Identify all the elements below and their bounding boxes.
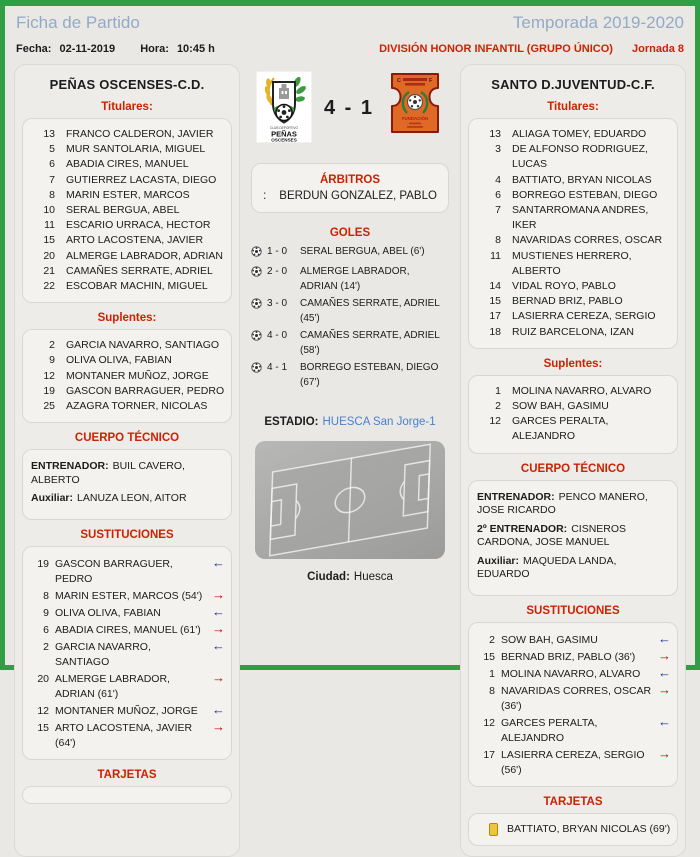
match-score: 4 - 1	[323, 97, 375, 119]
player-number: 6	[495, 188, 501, 201]
player-row	[29, 127, 225, 142]
player-number: 13	[489, 128, 501, 140]
player-row	[475, 399, 671, 414]
player-name: MOLINA NAVARRO, ALVARO	[501, 667, 641, 680]
player-row	[475, 279, 671, 294]
player-name: BATTIATO, BRYAN NICOLAS (69')	[507, 822, 671, 835]
yellow-card-icon	[489, 823, 498, 836]
substitution-arrow-icon	[656, 714, 671, 729]
meta-bar	[14, 35, 686, 55]
player-name: ESCOBAR MACHIN, MIGUEL	[66, 280, 208, 293]
home-titulares-heading: Titulares:	[101, 101, 153, 113]
substitution-row	[475, 746, 671, 778]
player-name: ALMERGE LABRADOR, ADRIAN	[66, 249, 223, 262]
substitution-arrow-icon	[210, 587, 225, 602]
player-name: ARTO LACOSTENA, JAVIER	[66, 234, 204, 247]
referee-name: BERDUN GONZALEZ, PABLO	[279, 190, 437, 202]
player-row	[475, 127, 671, 142]
player-name: OLIVA OLIVA, FABIAN	[66, 354, 172, 367]
player-name: GARCIA NAVARRO, SANTIAGO	[55, 640, 151, 668]
player-number: 14	[489, 280, 501, 293]
goal-score: 2 - 0	[267, 265, 288, 277]
player-name: SANTARROMANA ANDRES, IKER	[512, 204, 649, 232]
player-number: 12	[43, 369, 55, 382]
away-team-panel	[460, 64, 686, 857]
player-name: GASCON BARRAGUER, PEDRO	[55, 557, 173, 585]
player-name: GASCON BARRAGUER, PEDRO	[66, 384, 225, 397]
player-number: 11	[490, 249, 501, 262]
player-number: 15	[483, 650, 495, 663]
soccer-ball-icon	[251, 246, 264, 263]
away-substitutions-heading: SUSTITUCIONES	[526, 604, 620, 617]
substitution-row	[29, 719, 225, 751]
top-header	[14, 9, 686, 35]
soccer-ball-icon	[251, 362, 264, 391]
away-cards-heading: TARJETAS	[543, 795, 603, 808]
competition-info	[379, 43, 684, 55]
player-number: 2	[43, 640, 49, 653]
home-staff-list	[22, 449, 232, 520]
player-name: FRANCO CALDERON, JAVIER	[66, 128, 214, 140]
substitution-arrow-icon	[656, 682, 671, 697]
player-number: 5	[49, 143, 55, 156]
away-titulares-list	[468, 118, 678, 349]
player-name: ESCARIO URRACA, HECTOR	[66, 219, 211, 232]
goals-list	[251, 244, 449, 391]
goals-heading: GOLES	[329, 227, 371, 239]
home-substitutions-heading: SUSTITUCIONES	[80, 528, 174, 541]
player-row	[475, 203, 671, 233]
player-number: 7	[495, 204, 501, 217]
player-number: 15	[489, 295, 501, 308]
city-label: Ciudad:	[307, 570, 350, 583]
player-name: LASIERRA CEREZA, SERGIO (56')	[501, 748, 645, 776]
player-name: MONTANER MUÑOZ, JORGE	[55, 704, 198, 717]
player-name: GARCIA NAVARRO, SANTIAGO	[66, 339, 220, 352]
staff-row	[31, 460, 223, 487]
player-number: 8	[49, 188, 55, 201]
substitution-arrow-icon	[210, 702, 225, 717]
player-number: 17	[489, 310, 501, 323]
player-row	[475, 294, 671, 309]
player-name: GARCES PERALTA, ALEJANDRO	[512, 415, 609, 443]
player-number: 3	[495, 143, 501, 156]
staff-role: Auxiliar:	[31, 492, 74, 505]
fecha-label: Fecha:	[16, 43, 52, 55]
goal-score: 1 - 0	[267, 246, 288, 257]
fecha-value: 02-11-2019	[59, 43, 116, 55]
goal-score: 4 - 1	[267, 361, 288, 373]
player-row	[29, 264, 225, 279]
away-substitutions-list	[468, 622, 678, 787]
substitution-row	[29, 638, 225, 670]
staff-name: BUIL CAVERO, ALBERTO	[31, 460, 185, 486]
player-name: ABADIA CIRES, MANUEL	[66, 158, 189, 171]
svg-text:CLUB DEPORTIVO: CLUB DEPORTIVO	[269, 126, 299, 130]
staff-role: 2º ENTRENADOR:	[477, 522, 568, 535]
home-team-logo	[256, 71, 312, 148]
home-suplentes-list	[22, 329, 232, 423]
substitution-arrow-icon	[656, 746, 671, 761]
player-number: 17	[483, 748, 495, 761]
substitution-arrow-icon	[656, 648, 671, 663]
staff-row	[31, 492, 223, 506]
player-number: 1	[489, 667, 495, 680]
home-substitutions-list	[22, 546, 232, 760]
home-team-name: PEÑAS OSCENSES-C.D.	[49, 77, 205, 92]
goal-score: 3 - 0	[267, 297, 288, 309]
player-name: RUIZ BARCELONA, IZAN	[512, 325, 634, 338]
substitution-row	[29, 587, 225, 604]
player-number: 15	[37, 721, 49, 734]
stadium-field-image	[255, 441, 445, 559]
match-report-page	[5, 6, 695, 857]
player-row	[29, 173, 225, 188]
page-title: Ficha de Partido	[16, 13, 140, 32]
goal-scorer: SERAL BERGUA, ABEL (6')	[300, 246, 425, 257]
player-name: CAMAÑES SERRATE, ADRIEL	[66, 264, 213, 277]
substitution-arrow-icon	[210, 555, 225, 570]
player-name: MOLINA NAVARRO, ALVARO	[512, 384, 652, 397]
stadium-line	[249, 416, 451, 428]
goal-scorer: CAMAÑES SERRATE, ADRIEL (45')	[300, 297, 440, 324]
player-number: 2	[495, 400, 501, 413]
staff-row	[477, 491, 669, 518]
away-suplentes-heading: Suplentes:	[543, 357, 603, 370]
staff-role: ENTRENADOR:	[31, 460, 109, 473]
player-row	[29, 233, 225, 248]
player-number: 6	[43, 623, 49, 636]
city-value: Huesca	[353, 570, 393, 583]
player-name: BERNAD BRIZ, PABLO	[512, 295, 623, 308]
away-suplentes-list	[468, 375, 678, 454]
player-row	[29, 384, 225, 399]
substitution-row	[29, 702, 225, 719]
stadium-link[interactable]: HUESCA San Jorge-1	[322, 415, 436, 428]
referee-line	[258, 190, 442, 202]
player-row	[29, 142, 225, 157]
goal-row	[251, 244, 449, 263]
match-header	[249, 71, 451, 148]
date-time	[16, 43, 237, 55]
substitution-row	[475, 648, 671, 665]
player-number: 12	[483, 716, 495, 729]
away-team-logo	[386, 71, 444, 140]
home-staff-heading: CUERPO TÉCNICO	[74, 432, 180, 445]
player-name: ALIAGA TOMEY, EDUARDO	[512, 128, 647, 140]
svg-text:FUNDACIÓN: FUNDACIÓN	[401, 116, 429, 121]
card-row	[475, 822, 671, 837]
player-name: LASIERRA CEREZA, SERGIO	[512, 310, 656, 323]
hora-label: Hora:	[140, 43, 169, 55]
player-name: ABADIA CIRES, MANUEL (61')	[55, 623, 201, 636]
player-name: NAVARIDAS CORRES, OSCAR (36')	[501, 684, 652, 712]
player-name: SOW BAH, GASIMU	[501, 633, 598, 646]
player-name: MUR SANTOLARIA, MIGUEL	[66, 143, 206, 156]
goal-row	[251, 328, 449, 359]
player-number: 10	[43, 204, 55, 217]
home-cards-list	[22, 786, 232, 804]
referee-colon: :	[263, 190, 267, 202]
staff-name: LANUZA LEON, AITOR	[77, 492, 187, 505]
substitution-arrow-icon	[210, 621, 225, 636]
player-row	[475, 309, 671, 324]
player-row	[475, 325, 671, 340]
staff-role: Auxiliar:	[477, 554, 520, 567]
player-name: DE ALFONSO RODRIGUEZ, LUCAS	[512, 143, 648, 171]
player-name: GUTIERREZ LACASTA, DIEGO	[66, 173, 217, 186]
substitution-arrow-icon	[656, 665, 671, 680]
substitution-row	[29, 621, 225, 638]
player-name: AZAGRA TORNER, NICOLAS	[66, 400, 208, 413]
player-name: MARIN ESTER, MARCOS (54')	[55, 589, 203, 602]
svg-text:PEÑAS: PEÑAS	[271, 129, 297, 139]
staff-name: CISNEROS CARDONA, JOSE MANUEL	[477, 522, 627, 549]
player-name: ARTO LACOSTENA, JAVIER (64')	[55, 721, 193, 749]
player-row	[475, 142, 671, 172]
staff-name: PENCO MANERO, JOSE RICARDO	[477, 490, 648, 517]
goal-row	[251, 264, 449, 295]
goal-row	[251, 360, 449, 391]
season-label: Temporada 2019-2020	[512, 13, 684, 32]
player-number: 22	[43, 280, 55, 293]
player-name: BORREGO ESTEBAN, DIEGO	[512, 188, 658, 201]
substitution-row	[29, 604, 225, 621]
substitution-row	[475, 631, 671, 648]
svg-text:C: C	[397, 78, 401, 84]
goal-score: 4 - 0	[267, 329, 288, 341]
player-name: ALMERGE LABRADOR, ADRIAN (61')	[55, 672, 170, 700]
player-name: MONTANER MUÑOZ, JORGE	[66, 369, 209, 382]
player-row	[29, 369, 225, 384]
substitution-arrow-icon	[210, 670, 225, 685]
substitution-arrow-icon	[210, 604, 225, 619]
player-number: 18	[489, 325, 501, 338]
home-suplentes-heading: Suplentes:	[97, 312, 157, 325]
away-cards-list	[468, 813, 678, 846]
soccer-ball-icon	[251, 330, 264, 359]
player-name: MUSTIENES HERRERO, ALBERTO	[512, 249, 632, 277]
player-number: 9	[43, 606, 49, 619]
player-name: SERAL BERGUA, ABEL	[66, 204, 180, 217]
player-row	[475, 384, 671, 399]
player-number: 15	[43, 234, 55, 247]
player-row	[29, 399, 225, 414]
player-number: 7	[49, 173, 55, 186]
player-row	[475, 414, 671, 444]
match-center-column	[247, 64, 453, 857]
home-cards-heading: TARJETAS	[97, 768, 157, 781]
referees-box	[251, 163, 449, 213]
substitution-row	[475, 682, 671, 714]
away-titulares-heading: Titulares:	[547, 101, 599, 113]
home-titulares-list	[22, 118, 232, 303]
player-row	[475, 233, 671, 248]
player-row	[29, 188, 225, 203]
staff-name: MAQUEDA LANDA, EDUARDO	[477, 554, 617, 581]
player-row	[29, 249, 225, 264]
player-number: 20	[43, 249, 55, 262]
goal-row	[251, 296, 449, 327]
player-name: VIDAL ROYO, PABLO	[512, 280, 616, 293]
svg-text:F: F	[429, 78, 433, 84]
away-staff-heading: CUERPO TÉCNICO	[520, 462, 626, 475]
player-row	[475, 249, 671, 279]
goal-scorer: ALMERGE LABRADOR, ADRIAN (14')	[300, 265, 410, 292]
player-number: 19	[43, 384, 55, 397]
substitution-row	[29, 670, 225, 702]
staff-row	[477, 523, 669, 550]
player-row	[29, 338, 225, 353]
player-number: 9	[49, 354, 55, 367]
substitution-arrow-icon	[210, 638, 225, 653]
player-name: OLIVA OLIVA, FABIAN	[55, 606, 161, 619]
stadium-label: ESTADIO:	[264, 415, 319, 428]
player-number: 12	[37, 704, 49, 717]
staff-row	[477, 555, 669, 582]
svg-text:OSCENSES: OSCENSES	[271, 137, 297, 143]
soccer-ball-icon	[251, 298, 264, 327]
player-row	[29, 157, 225, 172]
player-name: GARCES PERALTA, ALEJANDRO	[501, 716, 598, 744]
player-number: 2	[489, 633, 495, 646]
player-name: NAVARIDAS CORRES, OSCAR	[512, 234, 663, 247]
referees-heading: ÁRBITROS	[319, 174, 381, 186]
player-row	[29, 203, 225, 218]
substitution-row	[475, 665, 671, 682]
player-name: BERNAD BRIZ, PABLO (36')	[501, 650, 636, 663]
home-team-panel	[14, 64, 240, 857]
away-staff-list	[468, 480, 678, 596]
player-row	[29, 353, 225, 368]
player-number: 25	[43, 400, 55, 413]
player-number: 21	[43, 264, 55, 277]
player-name: SOW BAH, GASIMU	[512, 400, 609, 413]
player-row	[475, 173, 671, 188]
player-name: BATTIATO, BRYAN NICOLAS	[512, 173, 652, 186]
division-label: DIVISIÓN HONOR INFANTIL (GRUPO ÚNICO)	[379, 43, 613, 55]
player-number: 6	[49, 158, 55, 171]
player-row	[29, 279, 225, 294]
player-number: 8	[489, 684, 495, 697]
player-number: 8	[43, 589, 49, 602]
substitution-row	[475, 714, 671, 746]
hora-value: 10:45 h	[176, 43, 215, 55]
player-number: 12	[489, 415, 501, 428]
city-line	[249, 571, 451, 583]
substitution-row	[29, 555, 225, 587]
substitution-arrow-icon	[656, 631, 671, 646]
player-number: 2	[49, 339, 55, 352]
player-row	[29, 218, 225, 233]
goal-scorer: BORREGO ESTEBAN, DIEGO (67')	[300, 361, 439, 388]
away-team-name: SANTO D.JUVENTUD-C.F.	[491, 77, 655, 92]
player-number: 20	[37, 672, 49, 685]
player-name: MARIN ESTER, MARCOS	[66, 188, 190, 201]
substitution-arrow-icon	[210, 719, 225, 734]
jornada-label: Jornada 8	[632, 43, 684, 55]
goal-scorer: CAMAÑES SERRATE, ADRIEL (58')	[300, 329, 440, 356]
player-number: 19	[37, 557, 49, 570]
player-row	[475, 188, 671, 203]
player-number: 8	[495, 234, 501, 247]
player-number: 1	[495, 384, 501, 397]
player-number: 4	[495, 173, 501, 186]
player-number: 11	[44, 219, 55, 232]
soccer-ball-icon	[251, 266, 264, 295]
player-number: 13	[43, 128, 55, 140]
staff-role: ENTRENADOR:	[477, 490, 555, 503]
